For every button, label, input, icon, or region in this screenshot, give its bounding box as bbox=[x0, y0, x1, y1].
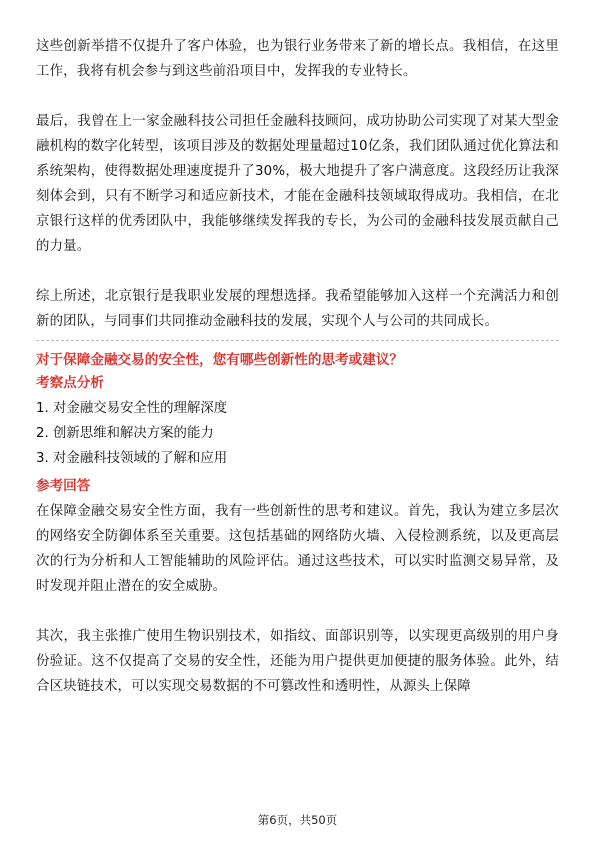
paragraph: 综上所述，北京银行是我职业发展的理想选择。我希望能够加入这样一个充满活力和创新的团队，与同事们共同推动金融科技的发展，实现个人与公司的共同成长。 bbox=[36, 289, 559, 329]
analysis-item: 3. 对金融科技领域的了解和应用 bbox=[36, 451, 228, 466]
analysis-item: 1. 对金融交易安全性的理解深度 bbox=[36, 401, 228, 416]
page-footer: 第6页，共50页 bbox=[257, 813, 338, 827]
page-content bbox=[36, 34, 559, 699]
question-heading: 对于保障金融交易的安全性，您有哪些创新性的思考或建议？ bbox=[36, 352, 404, 368]
answer-paragraph: 其次，我主张推广使用生物识别技术，如指纹、面部识别等，以实现更高级别的用户身份验证。这不仅提高了交易的安全性，还能为用户提供更加便捷的服务体验。此外，结合区块链技术，可以实现交易数据的不可篡改性和透明性，从源头上保障 bbox=[36, 629, 559, 694]
analysis-item: 2. 创新思维和解决方案的能力 bbox=[36, 426, 214, 441]
paragraph-spacer bbox=[36, 599, 559, 624]
answer-paragraph: 在保障金融交易安全性方面，我有一些创新性的思考和建议。首先，我认为建立多层次的网络安全防御体系至关重要。这包括基础的网络防火墙、入侵检测系统，以及更高层次的行为分析和人工智能辅助的风险评估。通过这些技术，可以实时监测交易异常，及时发现并阻止潜在的安全威胁。 bbox=[36, 504, 559, 594]
analysis-title: 考察点分析 bbox=[36, 375, 104, 391]
section-divider bbox=[36, 340, 559, 341]
paragraph-spacer bbox=[36, 259, 559, 284]
paragraph: 最后，我曾在上一家金融科技公司担任金融科技顾问，成功协助公司实现了对某大型金融机构的数字化转型，该项目涉及的数据处理量超过10亿条，我们团队通过优化算法和系统架构，使得数据处理速度提升了30%，极大地提升了客户满意度。这段经历让我深刻体会到，只有不断学习和适应新技术，才能在金融科技领域取得成功。我相信，在北京银行这样的优秀团队中，我能够继续发挥我的专长，为公司的金融科技发展贡献自己的力量。 bbox=[36, 114, 559, 254]
paragraph-spacer bbox=[36, 84, 559, 109]
paragraph: 这些创新举措不仅提升了客户体验，也为银行业务带来了新的增长点。我相信，在这里工作，我将有机会参与到这些前沿项目中，发挥我的专业特长。 bbox=[36, 39, 559, 79]
answer-title: 参考回答 bbox=[36, 478, 91, 494]
